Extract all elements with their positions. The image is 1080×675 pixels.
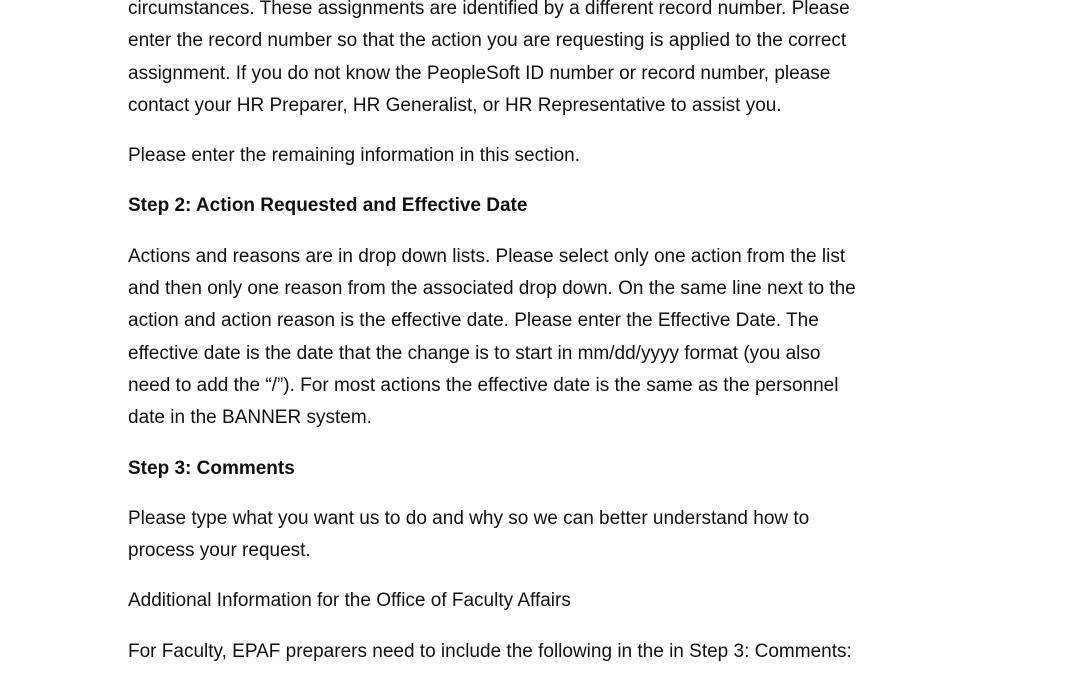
- step2-heading: Step 2: Action Requested and Effective Date: [128, 195, 528, 217]
- step2-paragraph: [128, 241, 958, 435]
- intro-line: assignment. If you do not know the PeopleSoft ID number or record number, please: [128, 62, 831, 84]
- step2-line: Actions and reasons are in drop down lists. Please select only one action from the list: [128, 245, 846, 267]
- intro-line: contact your HR Preparer, HR Generalist, or HR Representative to assist you.: [128, 94, 782, 116]
- step2-line: and then only one reason from the associated drop down. On the same line next to the: [128, 278, 856, 300]
- remaining-info-paragraph: Please enter the remaining information in this section.: [128, 145, 581, 167]
- additional-info-paragraph: Additional Information for the Office of Faculty Affairs: [128, 590, 571, 612]
- step2-line: date in the BANNER system.: [128, 407, 372, 429]
- step3-heading: Step 3: Comments: [128, 457, 295, 479]
- intro-line: circumstances. These assignments are identified by a different record number. Please: [128, 0, 850, 19]
- step3-paragraph: [128, 503, 958, 568]
- intro-paragraph: [128, 0, 958, 122]
- document-body: [128, 0, 958, 668]
- faculty-paragraph: For Faculty, EPAF preparers need to include the following in the in Step 3: Comments:: [128, 640, 852, 662]
- intro-line: enter the record number so that the action you are requesting is applied to the correct: [128, 30, 847, 52]
- step3-line: process your request.: [128, 540, 311, 562]
- step2-line: effective date is the date that the change is to start in mm/dd/yyyy format (you also: [128, 342, 821, 364]
- step2-line: action and action reason is the effective date. Please enter the Effective Date. The: [128, 310, 819, 332]
- step2-line: need to add the “/”). For most actions the effective date is the same as the personnel: [128, 374, 839, 396]
- step3-line: Please type what you want us to do and why so we can better understand how to: [128, 507, 810, 529]
